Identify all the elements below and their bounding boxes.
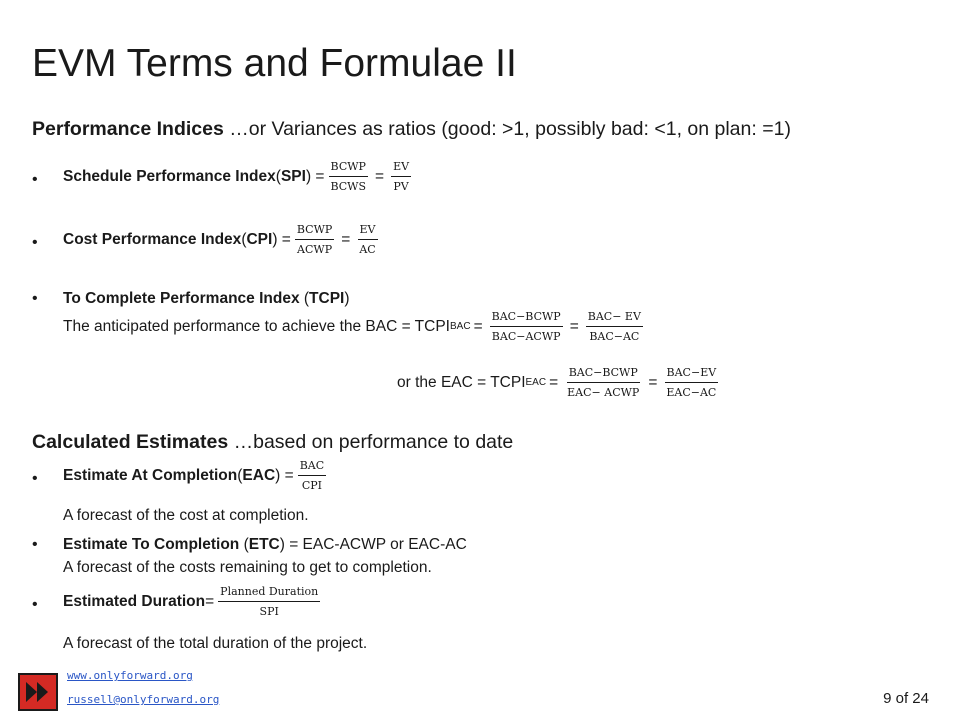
etc-label: Estimate To Completion [63,536,240,553]
spi-abbr: SPI [280,168,306,185]
bullet-estimated-duration: • [32,596,38,613]
website-link[interactable]: www.onlyforward.org [67,669,193,682]
cpi-f1-num: BCWP [295,223,334,240]
estimated-duration-description: A forecast of the total duration of the project. [63,635,368,652]
etc-abbr: ETC [248,536,280,553]
tcpi-eac-f2-den: EAC−AC [666,386,717,399]
tcpi-bac-formula: The anticipated performance to achieve the BAC = TCPI BAC = $\frac{\text{BAC−BCWP}}{\text{BAC−ACWP}}$ = $\frac{\text{BAC− EV}}{\text{BAC−AC}}$ [63,310,641,343]
calculated-estimates-subtitle: …based on performance to date [233,431,514,453]
calculated-estimates-heading [32,429,513,455]
eac-formula [63,459,330,493]
calculated-estimates-title: Calculated Estimates [32,431,229,453]
spi-f1-den: BCWS [330,180,367,193]
estimated-duration-f-den: SPI [259,605,279,618]
tcpi-bac-f1-num: BAC−BCWP [490,310,563,327]
bullet-eac: • [32,470,38,487]
etc-close: ) = EAC-ACWP or EAC-AC [279,536,467,553]
spi-f2-num: EV [391,160,411,177]
performance-indices-title: Performance Indices [32,118,224,140]
spi-equals: = [375,168,385,185]
tcpi-bac-fraction-1 [490,310,563,344]
tcpi-bac-equals-1: = [473,318,483,335]
estimated-duration-fraction [218,585,320,619]
eac-fraction [298,459,326,493]
cpi-fraction-2 [357,223,377,257]
etc-description: A forecast of the costs remaining to get to completion. [63,559,432,576]
eac-f-den: CPI [301,479,322,492]
tcpi-eac-f2-num: BAC−EV [665,366,719,383]
eac-f-num: BAC [298,459,326,476]
spi-fraction-2 [391,160,411,194]
tcpi-label: To Complete Performance Index [63,290,300,307]
page-title: EVM Terms and Formulae II [32,42,517,85]
eac-description: A forecast of the cost at completion. [63,507,309,524]
cpi-open: ( [241,231,247,248]
tcpi-title [63,289,350,309]
cpi-equals: = [341,231,351,248]
spi-formula [63,160,415,194]
performance-indices-subtitle: …or Variances as ratios (good: >1, possibly bad: <1, on plan: =1) [229,118,791,140]
tcpi-bac-f2-den: BAC−AC [589,330,640,343]
spi-f1-num: BCWP [329,160,368,177]
tcpi-bac-text: The anticipated performance to achieve the BAC = TCPI [63,318,450,335]
spi-open: ( [275,168,281,185]
spi-f2-den: PV [393,180,409,193]
email-link[interactable]: russell@onlyforward.org [67,693,220,706]
tcpi-open: ( [299,290,310,307]
fast-forward-logo-icon[interactable] [18,673,58,711]
tcpi-eac-fraction-2 [664,366,718,400]
eac-abbr: EAC [242,467,276,484]
spi-close: ) = [305,168,325,185]
spi-label: Schedule Performance Index [63,168,276,185]
tcpi-abbr: TCPI [309,290,345,307]
cpi-f1-den: ACWP [297,243,333,256]
cpi-abbr: CPI [246,231,273,248]
etc-formula [63,535,467,555]
tcpi-bac-equals-2: = [569,318,579,335]
eac-close: ) = [275,467,294,484]
spi-fraction-1 [328,160,368,194]
tcpi-eac-formula: or the EAC = TCPI EAC = $\frac{\text{BAC−BCWP}}{\text{EAC− ACWP}}$ = $\frac{\text{BAC−EV}}{\text{EAC−AC}}$ [397,366,717,399]
bullet-tcpi: • [32,290,38,307]
performance-indices-heading [32,116,791,142]
cpi-label: Cost Performance Index [63,231,242,248]
tcpi-eac-text: or the EAC = TCPI [397,374,526,391]
estimated-duration-f-num: Planned Duration [218,585,320,602]
eac-label: Estimate At Completion [63,467,238,484]
tcpi-eac-equals-2: = [648,374,658,391]
bullet-etc: • [32,536,38,553]
cpi-f2-num: EV [358,223,378,240]
tcpi-bac-fraction-2 [586,310,643,344]
tcpi-eac-f1-den: EAC− ACWP [567,386,640,399]
cpi-close: ) = [272,231,291,248]
estimated-duration-formula [63,585,324,619]
tcpi-eac-f1-num: BAC−BCWP [567,366,640,383]
estimated-duration-eq: = [205,593,215,610]
bullet-cpi: • [32,234,38,251]
cpi-f2-den: AC [359,243,376,256]
tcpi-bac-f1-den: BAC−ACWP [491,330,561,343]
tcpi-bac-f2-num: BAC− EV [586,310,643,327]
cpi-formula [63,223,382,257]
estimated-duration-label: Estimated Duration [63,593,206,610]
bullet-spi: • [32,171,38,188]
etc-open: ( [239,536,249,553]
tcpi-eac-equals-1: = [549,374,559,391]
eac-open: ( [237,467,243,484]
tcpi-eac-fraction-1 [565,366,641,400]
page-number: 9 of 24 [883,690,929,707]
cpi-fraction-1 [295,223,334,257]
tcpi-close: ) [344,290,350,307]
